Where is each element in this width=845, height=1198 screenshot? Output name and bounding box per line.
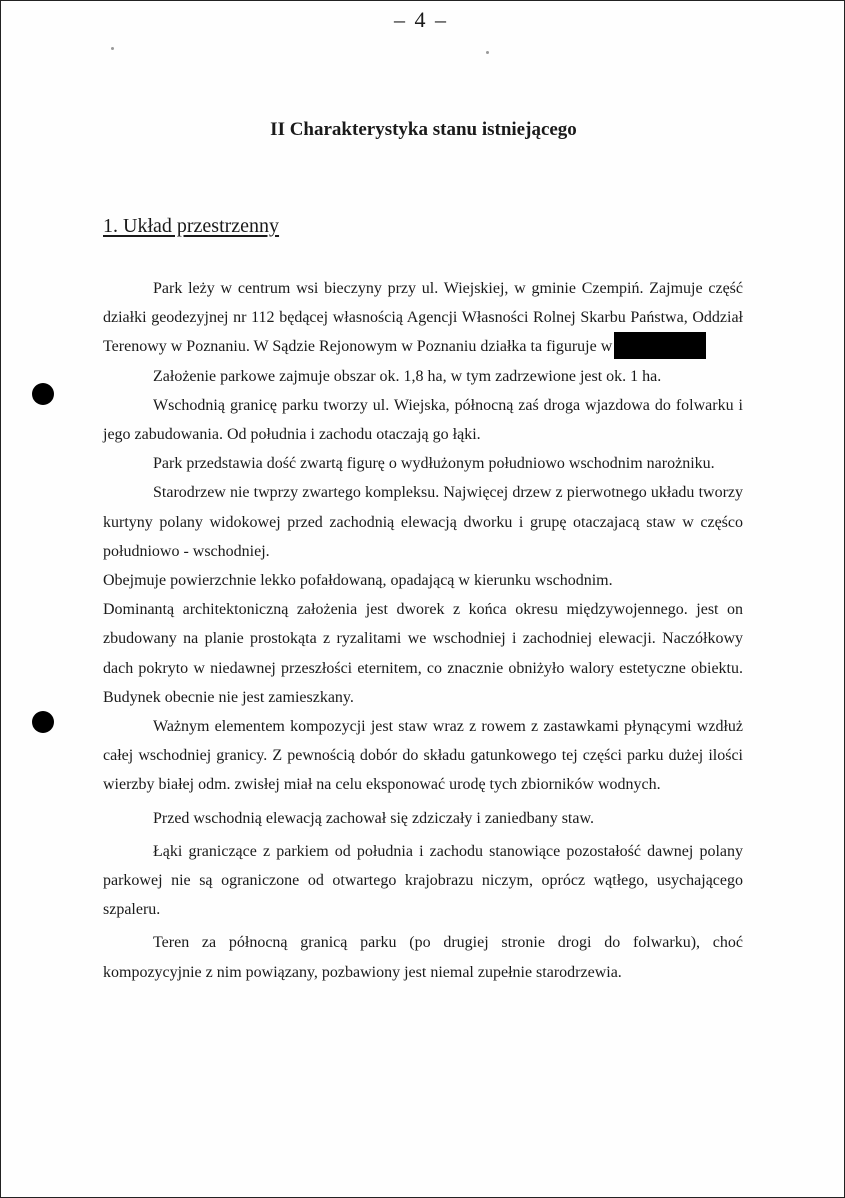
paragraph: Park przedstawia dość zwartą figurę o wydłużonym południowo wschodnim narożniku. [153, 455, 715, 473]
scan-speck [111, 47, 114, 50]
section-heading: 1. Układ przestrzenny [103, 215, 280, 237]
paragraph-text: Park leży w centrum wsi bieczyny przy ul. Wiejskiej, w gminie Czempiń. Zajmuje część działki geodezyjnej nr 112 będącej własnością Agencji Własności Rolnej Skarbu Państwa, Oddział Terenowy w Poznaniu. W Sądzie Rejonowym w Poznaniu działka ta figuruje w [103, 280, 743, 356]
body-text [103, 274, 743, 987]
redaction-box [614, 332, 706, 359]
paragraph: Przed wschodnią elewacją zachował się zdziczały i zaniedbany staw. [153, 809, 594, 827]
chapter-title: II Charakterystyka stanu istniejącego [270, 119, 577, 140]
paragraph: Obejmuje powierzchnie lekko pofałdowaną, opadającą w kierunku wschodnim. [103, 572, 613, 590]
paragraph: Założenie parkowe zajmuje obszar ok. 1,8 ha, w tym zadrzewione jest ok. 1 ha. [153, 367, 662, 385]
paragraph: Wschodnią granicę parku tworzy ul. Wiejska, północną zaś droga wjazdowa do folwarku i jego zabudowania. Od południa i zachodu otaczają go łąki. [103, 396, 743, 444]
paragraph: Łąki graniczące z parkiem od południa i zachodu stanowiące pozostałość dawnej polany parkowej nie są ograniczone od otwartego krajobrazu niczym, oprócz wątłego, usychającego szpaleru. [103, 842, 743, 919]
paragraph [103, 274, 743, 362]
paragraph: Ważnym elementem kompozycji jest staw wraz z rowem z zastawkami płynącymi wzdłuż całej wschodniej granicy. Z pewnością dobór do składu gatunkowego tej części parku dużej ilości wierzby białej odm. zwisłej miał na celu eksponować urodę tych zbiorników wodnych. [103, 718, 743, 794]
paragraph: Dominantą architektoniczną założenia jest dworek z końca okresu międzywojennego. jest on zbudowany na planie prostokąta z ryzalitami we wschodniej i zachodniej elewacji. Naczółkowy dach pokryto w niedawnej przeszłości eternitem, co znacznie obniżyło walory estetyczne obiektu. Budynek obecnie nie jest zamieszkany. [103, 601, 743, 706]
scan-speck [486, 51, 489, 54]
paragraph: Starodrzew nie twprzy zwartego kompleksu. Najwięcej drzew z pierwotnego układu tworzy kurtyny polany widokowej przed zachodnią elewacją dworku i grupę otaczajacą staw w częśco południowo - wschodniej. [103, 484, 743, 560]
page-number: – 4 – [394, 7, 448, 32]
punch-hole [32, 383, 54, 405]
paragraph: Teren za północną granicą parku (po drugiej stronie drogi do folwarku), choć kompozycyjnie z nim powiązany, pozbawiony jest niemal zupełnie starodrzewia. [103, 934, 743, 981]
punch-hole [32, 711, 54, 733]
